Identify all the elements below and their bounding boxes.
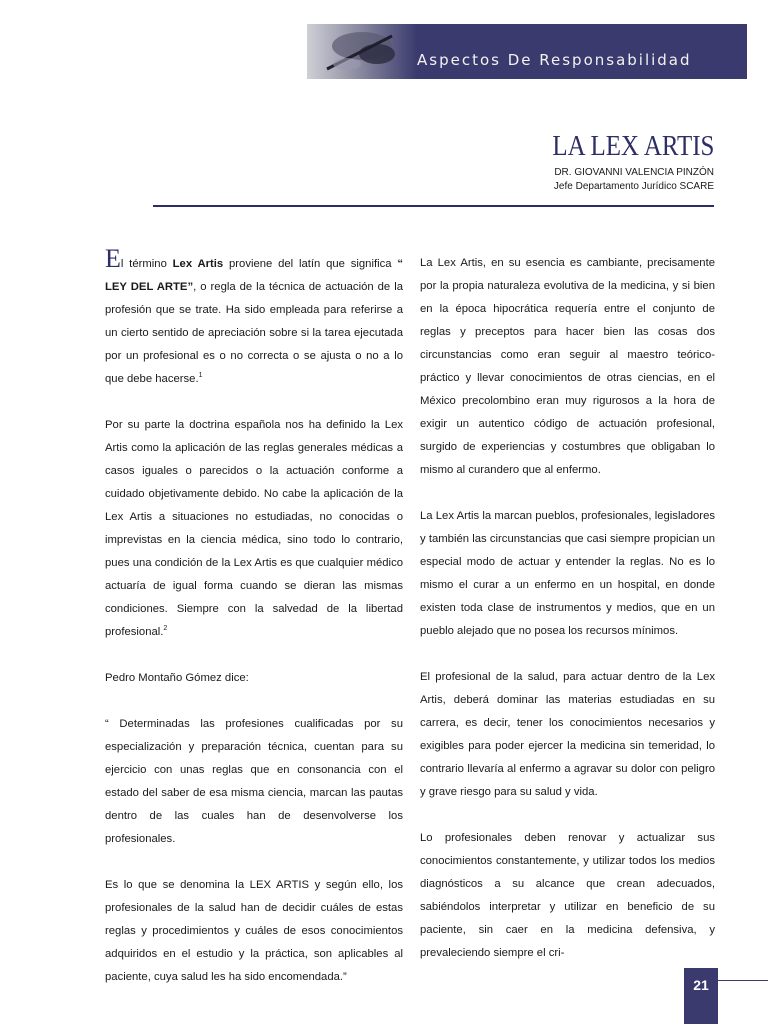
paragraph <box>105 414 403 644</box>
term-lex-artis: Lex Artis <box>172 258 224 270</box>
paragraph: La Lex Artis, en su esencia es cambiante, precisamente por la propia naturaleza evolutiva de la medicina, y si bien en la época hipocrática requería entre el conjunto de reglas y preceptos para hacer bien las cosas dos circunstancias como eran seguir al maestro teórico-práctico y llevar conocimientos de otras ciencias, en el México precolombino eran muy rigurosos a la hora de exigir un autentico código de actuación profesional, surgido de experiencias y costumbres que obligaban lo mismo al curandero que al enfermo. <box>420 257 715 476</box>
right-column <box>420 252 715 988</box>
paragraph: El profesional de la salud, para actuar dentro de la Lex Artis, deberá dominar las materias estudiadas en su carrera, es decir, tener los conocimientos necesarios y exigibles para poder ejercer la medicina sin temeridad, lo contrario llevaría al enfermo a agravar su dolor con peligro y grave riesgo para su salud y vida. <box>420 671 715 798</box>
text-run: l término <box>120 258 173 270</box>
page-number: 21 <box>693 977 709 993</box>
paragraph: Lo profesionales deben renovar y actualizar sus conocimientos constantemente, y utilizar todos los medios diagnósticos a su alcance que crean adecuados, sabiéndolos interpretar y utilizar en beneficio de su paciente, sin caer en la medicina defensiva, y prevaleciendo siempre el cri- <box>420 832 715 959</box>
text-run: proviene del latín que significa <box>223 258 398 270</box>
paragraph <box>105 244 403 391</box>
footnote-marker: 2 <box>163 625 168 633</box>
section-banner <box>307 24 747 79</box>
author-affiliation: Jefe Departamento Jurídico SCARE <box>553 181 714 192</box>
author-name: DR. GIOVANNI VALENCIA PINZÓN <box>554 167 714 178</box>
text-run: Por su parte la doctrina española nos ha definido la Lex Artis como la aplicación de las reglas generales médicas a casos iguales o parecidos o la actuación conforme a cuidado objetivamente debido. No cabe la aplicación de la Lex Artis a situaciones no estudiadas, no conocidas o imprevistas en la ciencia médica, sino todo lo contrario, pues una condición de la Lex Artis es que cualquier médico actuaría de igual forma cuando se dieran las mismas condiciones. Siempre con la salvedad de la libertad profesional. <box>105 419 403 638</box>
paragraph: La Lex Artis la marcan pueblos, profesionales, legisladores y también las circunstancias que casi siempre propician un especial modo de actuar y entender la reglas. No es lo mismo el curar a un enfermo en un hospital, en donde existen toda clase de instrumentos y medios, que en un pueblo alejado que no posea los recursos mínimos. <box>420 510 715 637</box>
left-column <box>105 244 403 1012</box>
footer-rule <box>718 980 768 981</box>
drop-cap: E <box>105 244 121 273</box>
title-divider <box>153 205 714 207</box>
text-run: , o regla de la técnica de actuación de la profesión que se trate. Ha sido empleada para referirse a un cierto sentido de apreciación sobre si la tarea ejecutada por un profesional es o no correcta o se ajusta o no a lo que debe hacerse. <box>105 281 403 385</box>
writing-hand-image <box>307 24 417 79</box>
footnote-marker: 1 <box>198 372 203 380</box>
term-ley-del-arte: “ LEY DEL ARTE” <box>105 258 403 293</box>
article-title: LA LEX ARTIS <box>551 130 714 162</box>
paragraph: Es lo que se denomina la LEX ARTIS y según ello, los profesionales de la salud han de decidir cuáles de estas reglas y procedimientos y cuáles de esos conocimientos adquiridos en el estudio y la práctica, son aplicables al paciente, cuya salud les ha sido encomendada.” <box>105 879 403 983</box>
section-title: Aspectos De Responsabilidad <box>417 51 692 69</box>
paragraph: “ Determinadas las profesiones cualificadas por su especialización y preparación técnica, cuentan para su ejercicio con unas reglas que en consonancia con el estado del saber de esa misma ciencia, marcan las pautas dentro de las cuales han de desenvolverse los profesionales. <box>105 718 403 845</box>
paragraph: Pedro Montaño Gómez dice: <box>105 672 249 684</box>
